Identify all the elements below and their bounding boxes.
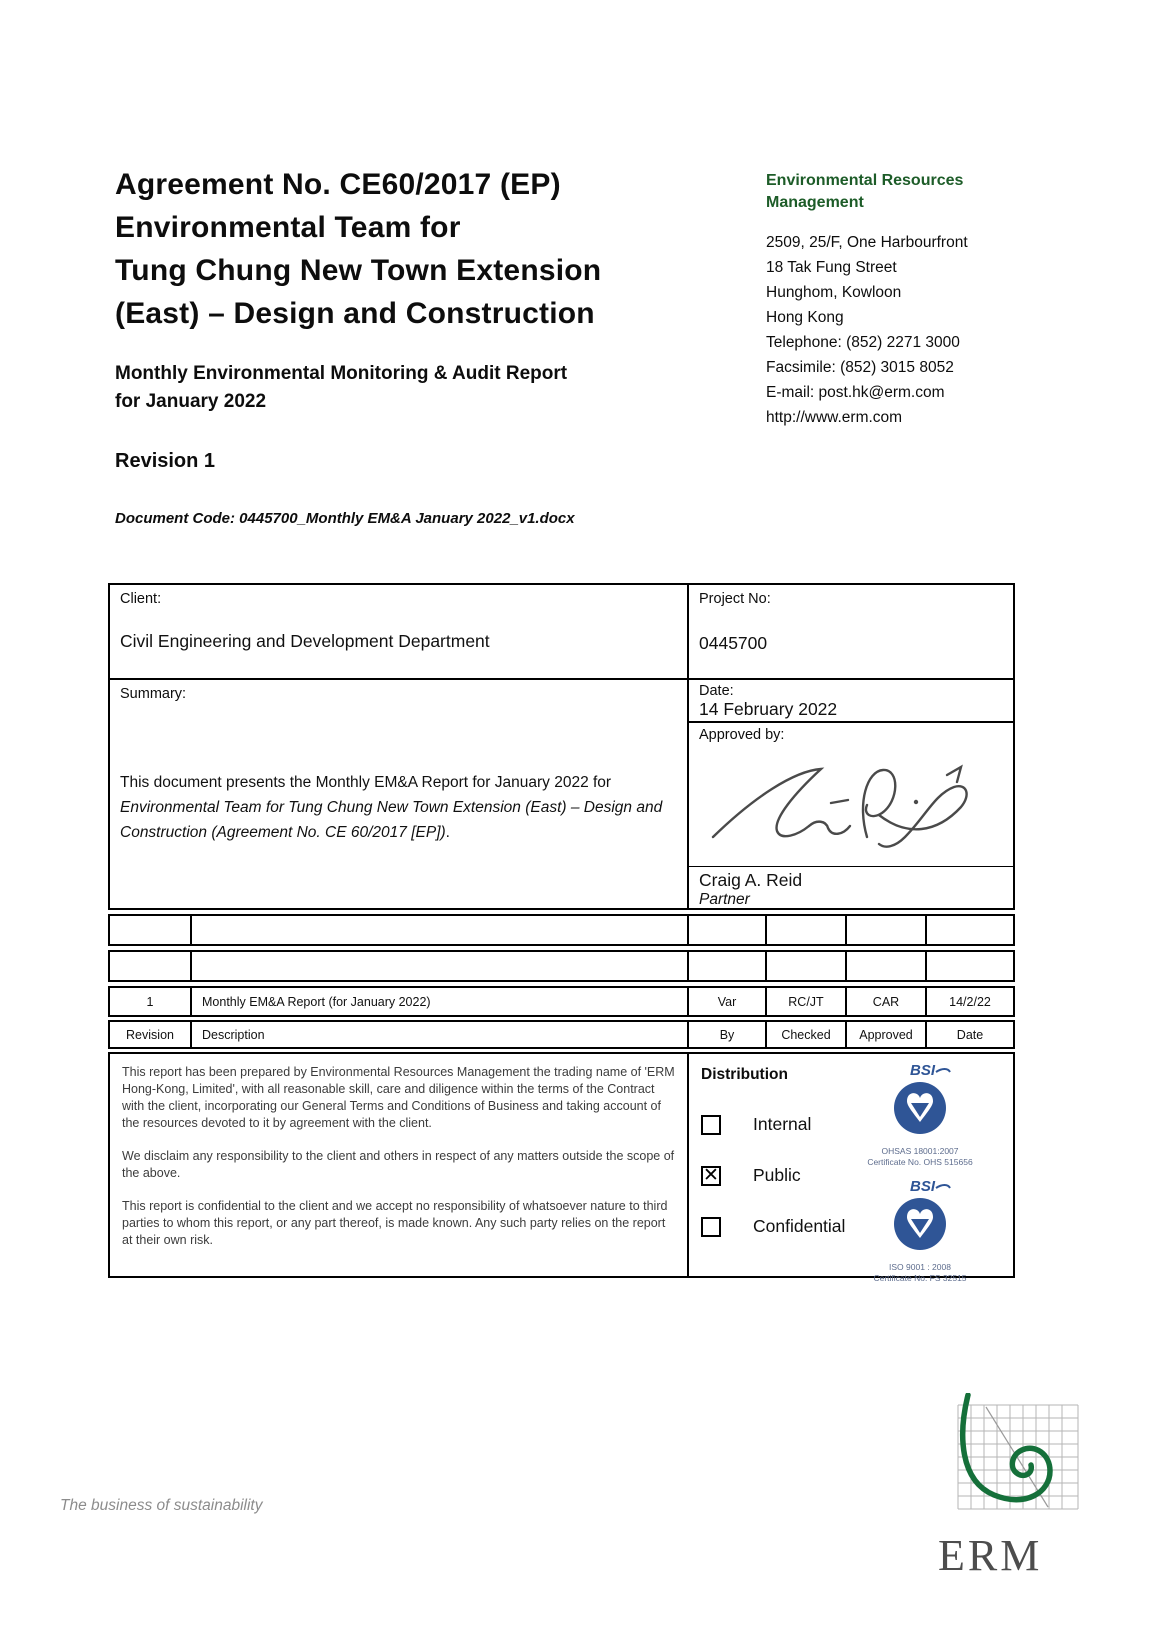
confidential-label: Confidential [753,1216,846,1236]
client-value: Civil Engineering and Development Department [120,631,490,651]
approver-cell [689,866,1013,912]
internal-checkbox[interactable] [701,1115,721,1135]
approval-stack [687,680,1013,908]
title-line-1: Agreement No. CE60/2017 (EP) [115,168,561,201]
company-name-line-2: Management [766,194,864,211]
date-label: Date: [699,683,734,699]
date-header: Date [925,1022,1013,1047]
address-line: 2509, 25/F, One Harbourfront [766,234,968,251]
bsi-certification-badge-1 [855,1060,985,1168]
phone-line: Telephone: (852) 2271 3000 [766,334,960,351]
approved-by-label: Approved by: [699,727,785,743]
revision-header-row [108,1020,1015,1049]
revision-cell: 1 [146,994,154,1009]
revision-cell [110,952,190,980]
bsi-cert-caption [855,1146,985,1168]
date-cell [925,952,1013,980]
address-line: Hunghom, Kowloon [766,284,902,301]
revision-row [108,986,1015,1017]
erm-logo [938,1393,1098,1581]
internal-label: Internal [753,1114,812,1134]
email-line: E-mail: post.hk@erm.com [766,384,945,401]
disclaimer-paragraph: This report is confidential to the client and we accept no responsibility of whatsoever nature to third parties to whom this report, or any part thereof, is made known. Any such party relies on the report at their own risk. [122,1199,668,1247]
address-line: Hong Kong [766,309,844,326]
approver-title: Partner [699,891,750,908]
document-title [115,163,601,335]
disclaimer-paragraph: This report has been prepared by Environmental Resources Management the trading name of 'ERM Hong-Kong, Limited', with all reasonable skill, care and diligence within the terms of the Contract with the client, incorporating our General Terms and Conditions of Business and taking account of the resources devoted to it by agreement with the client. [122,1065,675,1130]
disclaimer-distribution-row [108,1052,1015,1283]
cert-number: Certificate No. OHS 515656 [867,1157,973,1167]
description-cell [190,952,687,980]
cert-standard: OHSAS 18001:2007 [881,1146,959,1156]
confidential-checkbox[interactable] [701,1217,721,1237]
report-subtitle [115,360,567,416]
checked-cell [765,952,845,980]
signature [699,745,1003,862]
title-line-2: Environmental Team for [115,211,461,244]
website-line: http://www.erm.com [766,409,903,426]
document-code: Document Code: 0445700_Monthly EM&A January 2022_v1.docx [115,510,575,527]
date-value: 14 February 2022 [699,699,838,719]
company-name [766,170,1046,214]
approver-name: Craig A. Reid [699,870,803,890]
bsi-certification-badge-2 [855,1176,985,1284]
approved-cell [845,952,925,980]
title-line-3: Tung Chung New Town Extension [115,254,602,287]
subtitle-line-1: Monthly Environmental Monitoring & Audit Report [115,363,568,384]
description-cell [190,916,687,944]
summary-text [120,770,677,845]
client-project-row [108,583,1015,680]
company-block [766,170,1046,430]
checked-header: Checked [765,1022,845,1047]
cert-standard: ISO 9001 : 2008 [889,1262,951,1272]
approved-cell [845,916,925,944]
project-no-value: 0445700 [699,633,768,653]
signature-icon [699,745,999,857]
erm-logo-text: ERM [938,1531,1043,1580]
bsi-logo-icon [874,1060,966,1140]
by-cell: Var [687,988,765,1015]
checked-cell [765,916,845,944]
svg-text:BSI: BSI [910,1062,936,1079]
date-cell [689,680,1013,723]
bsi-logo-icon [874,1176,966,1256]
approved-header: Approved [845,1022,925,1047]
description-cell: Monthly EM&A Report (for January 2022) [190,988,687,1015]
fax-line: Facsimile: (852) 3015 8052 [766,359,954,376]
project-no-label: Project No: [699,591,771,607]
description-header: Description [190,1022,687,1047]
public-label: Public [753,1165,801,1185]
checked-cell: RC/JT [765,988,845,1015]
summary-cell [110,680,687,908]
summary-label: Summary: [120,686,187,702]
disclaimer-cell [110,1054,687,1276]
info-table [108,583,1015,1283]
subtitle-line-2: for January 2022 [115,391,267,412]
client-label: Client: [120,591,162,607]
summary-text-end: . [445,824,450,841]
date-cell: 14/2/22 [925,988,1013,1015]
summary-approval-row [108,678,1015,910]
cert-number: Certificate No. FS 32515 [873,1273,967,1283]
company-name-line-1: Environmental Resources [766,172,964,189]
disclaimer-paragraph: We disclaim any responsibility to the client and others in respect of any matters outside the scope of the above. [122,1149,675,1180]
by-cell [687,952,765,980]
by-header: By [687,1022,765,1047]
summary-text-plain: This document presents the Monthly EM&A Report for January 2022 for [120,774,612,791]
date-cell [925,916,1013,944]
company-tagline: The business of sustainability [60,1497,263,1514]
project-no-cell [687,585,1013,678]
address-line: 18 Tak Fung Street [766,259,897,276]
revision-header: Revision [126,1027,174,1042]
revision-cell [110,916,190,944]
approved-cell: CAR [845,988,925,1015]
revision-row-empty [108,950,1015,982]
erm-spiral-grid-icon [938,1393,1088,1523]
bsi-cert-caption [855,1262,985,1284]
summary-text-italic: Environmental Team for Tung Chung New Town Extension (East) – Design and Construction (Agreement No. CE 60/2017 [EP]) [120,799,663,841]
distribution-label: Distribution [701,1066,788,1083]
svg-text:BSI: BSI [910,1178,936,1195]
distribution-cell [687,1054,1013,1283]
title-line-4: (East) – Design and Construction [115,297,595,330]
company-address [766,230,1046,430]
client-cell [110,585,687,678]
revision-row-empty [108,914,1015,946]
by-cell [687,916,765,944]
public-checkbox[interactable]: ✕ [701,1166,721,1186]
approved-by-cell [689,723,1013,866]
revision-label: Revision 1 [115,450,216,472]
